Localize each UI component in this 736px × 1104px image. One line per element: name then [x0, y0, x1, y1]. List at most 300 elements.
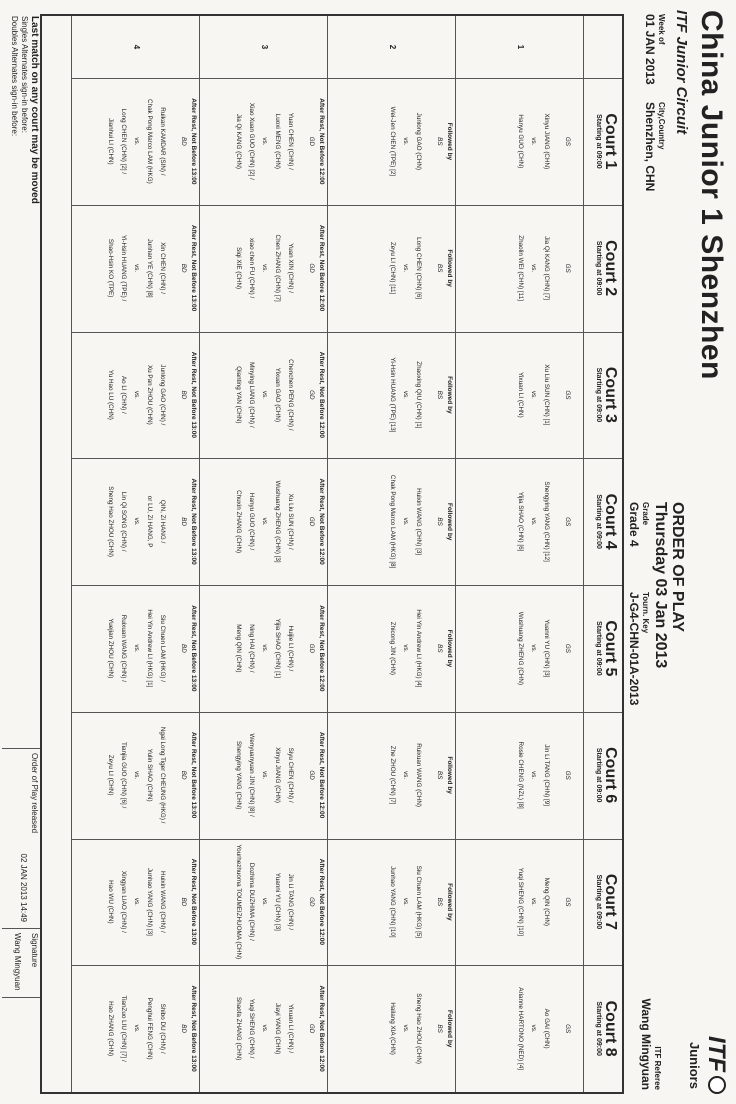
match-timing: Followed by — [446, 376, 453, 414]
match-timing: Followed by — [446, 1009, 453, 1048]
court-divider — [72, 458, 622, 459]
match-category: BD — [180, 1024, 187, 1033]
match-cell — [330, 587, 454, 710]
match-category: BD — [180, 644, 187, 653]
oop-title: ORDER OF PLAY — [669, 502, 686, 633]
player-name: Meng QIN (CHN) — [235, 624, 242, 673]
match-cell — [74, 460, 198, 583]
player-name: Chak Pong Marco LAM (HKG) [8] — [389, 474, 396, 569]
match-cell — [330, 334, 454, 457]
versus-label: vs. — [133, 390, 140, 399]
cell-spacer — [298, 587, 306, 710]
match-category: BD — [180, 770, 187, 780]
match-cell — [458, 207, 582, 330]
match-row-number: 4 — [132, 44, 141, 50]
cell-spacer — [298, 714, 306, 837]
court-start-time: Starting at 09:00 — [595, 1001, 602, 1056]
match-row-number: 3 — [260, 44, 269, 50]
grade-value: Grade 4 — [627, 502, 641, 547]
versus-label: vs. — [530, 264, 537, 273]
player-name: Zhicong JIN (CHN) — [389, 621, 396, 675]
versus-label: vs. — [261, 264, 268, 273]
tourn-key-value: J-G4-CHN-01A-2013 — [627, 592, 641, 706]
oop-date: Thursday 03 Jan 2013 — [652, 502, 669, 669]
versus-label: vs. — [133, 137, 140, 146]
player-name: Zeyu LI (CHN) — [107, 754, 114, 796]
player-name: Siqi XIE (CHN) — [235, 247, 242, 290]
match-cell — [74, 80, 198, 203]
cell-spacer — [426, 80, 434, 203]
player-name: Zhe ZHOU (CHN) [7] — [389, 745, 396, 805]
cell-spacer — [554, 80, 562, 203]
week-label: Week of — [657, 14, 666, 45]
referee-value: Wang Mingyuan — [639, 998, 653, 1090]
match-category: GS — [564, 643, 571, 653]
court-header — [595, 712, 619, 839]
player-name: Xu Liu SUN (CHN) / — [287, 493, 294, 550]
match-cell — [202, 207, 326, 330]
player-name: Junlong GAO (CHN) / — [159, 364, 166, 426]
court-header — [595, 78, 619, 205]
cell-spacer — [426, 207, 434, 330]
doubles-alternates-note: Doubles Alternates sign-in before: — [10, 16, 19, 137]
player-name: Dozhima DUZHIMA (CHN) / — [248, 862, 255, 941]
court-header — [595, 965, 619, 1092]
versus-label: vs. — [261, 390, 268, 399]
match-cell — [330, 80, 454, 203]
match-timing: After Rest, Not Before 12:00 — [318, 98, 325, 185]
versus-label: vs. — [261, 897, 268, 906]
player-name: Yourhezhuoma TOUMEIZHUOMA (CHN) — [235, 844, 242, 960]
match-cell — [202, 714, 326, 837]
player-name: Minying LIANG (CHN) / — [248, 362, 255, 428]
player-name: Yixuan GAO (CHN) — [274, 367, 281, 423]
match-timing: After Rest, Not Before 12:00 — [318, 605, 325, 692]
match-row-number: 2 — [388, 44, 397, 50]
player-name: Chuxin ZHANG (CHN) — [235, 490, 242, 554]
match-timing: After Rest, Not Before 12:00 — [318, 224, 325, 312]
court-name: Court 3 — [602, 366, 619, 423]
court-header — [595, 585, 619, 712]
versus-label: vs. — [530, 137, 537, 146]
match-timing — [572, 714, 582, 837]
match-cell — [458, 460, 582, 583]
match-timing: After Rest, Not Before 12:00 — [318, 858, 325, 946]
match-timing: After Rest, Not Before 12:00 — [318, 478, 325, 565]
match-category: GS — [564, 1024, 571, 1034]
court-start-time: Starting at 09:00 — [595, 114, 602, 169]
cell-spacer — [426, 714, 434, 837]
player-name: Siyu CHEN (CHN) / — [287, 747, 294, 803]
match-cell — [330, 714, 454, 837]
grade-block-inner — [627, 502, 650, 547]
court-name: Court 8 — [602, 1000, 619, 1057]
player-name: Shibo DU (CHN) / — [159, 1003, 166, 1054]
versus-label: vs. — [530, 771, 537, 780]
versus-label: vs. — [133, 771, 140, 780]
match-category: BD — [180, 897, 187, 907]
player-name: Yuqi SHENG (CHN) [10] — [517, 867, 524, 936]
match-cell — [202, 80, 326, 203]
match-timing — [572, 587, 582, 710]
match-timing: After Rest, Not Before 12:00 — [318, 985, 325, 1072]
match-category: GD — [308, 770, 315, 780]
court-divider — [72, 965, 622, 966]
player-name: Siu Chuen LAM (HKG) / — [159, 614, 166, 682]
match-category: GS — [564, 263, 571, 273]
release-box — [2, 748, 40, 928]
match-category: GD — [308, 390, 315, 400]
match-cell — [330, 460, 454, 583]
player-name: Shaofa ZHANG (CHN) — [235, 996, 242, 1061]
cell-spacer — [298, 841, 306, 964]
player-name: Yuejian ZHOU (CHN) — [107, 618, 114, 679]
court-name: Court 1 — [602, 113, 619, 170]
match-category: BS — [436, 137, 443, 146]
match-category: BD — [180, 137, 187, 146]
court-name: Court 2 — [602, 240, 619, 297]
match-cell — [458, 587, 582, 710]
player-name: Lin Qi SONG (CHN) / — [120, 491, 127, 552]
player-name: Rosie CHENG (NZL) [8] — [517, 741, 524, 809]
week-block — [643, 14, 666, 85]
player-name: Yijia SHAO (CHN) [1] — [274, 618, 281, 679]
match-cell — [74, 967, 198, 1090]
court-divider — [72, 712, 622, 713]
versus-label: vs. — [261, 644, 268, 653]
match-timing — [572, 967, 582, 1090]
player-name: Hei Yin Andrew LI (HKG) [1] — [146, 609, 153, 688]
player-name: Hei Yin Andrew LI (HKG) [4] — [415, 609, 422, 688]
cell-spacer — [554, 207, 562, 330]
match-timing: After Rest, Not Before 13:00 — [190, 478, 197, 565]
court-divider — [72, 332, 622, 333]
court-start-time: Starting at 09:00 — [595, 367, 602, 423]
player-name: Wenyuanyuan JIN (CHN) [8] / — [248, 733, 255, 817]
court-header — [595, 205, 619, 332]
player-name: Jia Qi KANG (CHN) — [235, 113, 242, 170]
row-divider — [71, 16, 72, 1092]
player-name: Long CHEN (CHN) [6] — [415, 237, 422, 300]
signature-box — [2, 928, 40, 998]
match-cell — [330, 967, 454, 1090]
tourn-key-label: Tourn. Key — [641, 592, 650, 634]
court-start-time: Starting at 09:00 — [595, 240, 602, 296]
player-name: xiao chen FU (CHN) / — [248, 238, 255, 299]
match-category: GS — [564, 897, 571, 907]
cell-spacer — [554, 460, 562, 583]
match-category: BS — [436, 390, 443, 400]
court-name: Court 5 — [602, 620, 619, 677]
match-cell — [202, 587, 326, 710]
court-header — [595, 839, 619, 966]
match-timing: Followed by — [446, 629, 453, 668]
versus-label: vs. — [530, 390, 537, 399]
cell-spacer — [554, 841, 562, 964]
match-category: BD — [180, 517, 187, 526]
versus-label: vs. — [402, 644, 409, 653]
player-name: Qianting YAN (CHN) — [235, 366, 242, 424]
order-of-play-heading — [652, 502, 686, 668]
match-category: BS — [436, 770, 443, 780]
player-name: Jin Li TANG (CHN) / — [287, 873, 294, 931]
match-cell — [458, 714, 582, 837]
match-timing: Followed by — [446, 756, 453, 794]
player-name: Shengying YANG (CHN) [12] — [543, 481, 550, 562]
versus-label: vs. — [133, 517, 140, 526]
itf-juniors-logo — [676, 1036, 730, 1092]
player-name: Luoxi MENG (CHN) — [274, 113, 281, 170]
match-category: BS — [436, 644, 443, 653]
player-name: Siu Chuen LAM (HKG) [5] — [415, 865, 422, 939]
player-name: Hanyu GUO (CHN) — [517, 114, 524, 169]
cell-spacer — [426, 841, 434, 964]
player-name: Chenchen PENG (CHN) / — [287, 359, 294, 431]
referee-label: ITF Referee — [653, 1046, 662, 1090]
player-name: Junhan YE (CHN) [8] — [146, 238, 153, 298]
released-value: 02 JAN 2013 14:49 — [19, 853, 28, 922]
row-divider — [455, 16, 456, 1092]
match-category: GD — [308, 1023, 315, 1034]
player-name: Hao WU (CHN) — [107, 880, 114, 924]
match-cell — [74, 334, 198, 457]
player-name: Yijia SHAO (CHN) [6] — [517, 491, 524, 552]
versus-label: vs. — [530, 1024, 537, 1033]
match-timing — [572, 80, 582, 203]
match-timing: After Rest, Not Before 13:00 — [190, 224, 197, 312]
city-label: City,Country — [657, 102, 666, 150]
cell-spacer — [170, 80, 178, 203]
tournament-title: China Junior 1 Shenzhen — [695, 10, 728, 380]
versus-label: vs. — [261, 771, 268, 780]
player-name: Ning HAI (CHN) / — [248, 624, 255, 673]
match-cell — [202, 841, 326, 964]
versus-label: vs. — [133, 264, 140, 273]
match-category: GS — [564, 136, 571, 146]
match-cell — [74, 714, 198, 837]
cell-spacer — [170, 207, 178, 330]
player-name: Long CHEN (CHN) [2] / — [120, 108, 127, 175]
match-cell — [74, 587, 198, 710]
player-name: Xin CHEN (CHN) / — [159, 242, 166, 295]
tourn-key-block — [627, 592, 650, 705]
cell-spacer — [426, 967, 434, 1090]
signature-label: Signature — [30, 933, 39, 968]
match-cell — [202, 967, 326, 1090]
player-name: Xinyu JIANG (CHN) — [543, 113, 550, 170]
match-cell — [74, 841, 198, 964]
row-number-divider — [72, 78, 622, 79]
match-timing: After Rest, Not Before 13:00 — [190, 985, 197, 1072]
cell-spacer — [170, 967, 178, 1090]
court-start-time: Starting at 09:00 — [595, 874, 602, 930]
court-divider — [72, 585, 622, 586]
tennis-ball-icon — [708, 1076, 726, 1094]
player-name: Junlong GAO (CHN) — [415, 112, 422, 171]
circuit-name: ITF Junior Circuit — [673, 10, 690, 135]
player-name: Chen ZHANG (CHN) [7] — [274, 234, 281, 302]
header-divider — [583, 16, 584, 1092]
player-name: Sheng Hao ZHOU (CHN) — [415, 993, 422, 1064]
last-match-note: Last match on any court may be moved — [29, 16, 40, 204]
player-name: Huixin WANG (CHN) [3] — [415, 488, 422, 556]
match-timing: After Rest, Not Before 13:00 — [190, 731, 197, 819]
versus-label: vs. — [402, 771, 409, 780]
player-name: Zhaolin WEI (CHN) [11] — [517, 235, 524, 301]
versus-label: vs. — [261, 517, 268, 526]
versus-label: vs. — [402, 390, 409, 399]
cell-spacer — [170, 841, 178, 964]
cell-spacer — [170, 714, 178, 837]
versus-label: vs. — [261, 1024, 268, 1033]
player-name: Yuan XIN (CHN) / — [287, 243, 294, 293]
match-category: GS — [564, 517, 571, 527]
cell-spacer — [298, 334, 306, 457]
player-name: Sheng Hao ZHOU (CHN) — [107, 486, 114, 557]
match-cell — [458, 80, 582, 203]
versus-label: vs. — [530, 644, 537, 653]
player-name: Ngai Long Tiger CHEUNG (HKG) / — [159, 726, 166, 824]
referee-block — [639, 990, 662, 1090]
row-divider — [327, 16, 328, 1092]
versus-label: vs. — [402, 1024, 409, 1033]
player-name: Jianhui LI (CHN) — [107, 118, 114, 165]
player-name: Zeyu LI (CHN) [11] — [389, 241, 396, 295]
match-category: GD — [308, 136, 315, 147]
player-name: Yixuan LI (CHN) / — [287, 1004, 294, 1054]
match-timing: Followed by — [446, 883, 453, 921]
week-value: 01 JAN 2013 — [643, 14, 657, 85]
player-name: Hao ZHANG (CHN) — [107, 1001, 114, 1057]
match-cell — [330, 841, 454, 964]
cell-spacer — [298, 967, 306, 1090]
match-cell — [458, 334, 582, 457]
player-name: Ao LI (CHN) / — [120, 375, 127, 414]
versus-label: vs. — [402, 897, 409, 906]
match-cell — [458, 967, 582, 1090]
released-label: Order of Play released — [30, 753, 39, 834]
court-start-time: Starting at 09:00 — [595, 621, 602, 676]
match-timing: After Rest, Not Before 13:00 — [190, 605, 197, 692]
cell-spacer — [298, 80, 306, 203]
versus-label: vs. — [530, 897, 537, 906]
match-timing: After Rest, Not Before 13:00 — [190, 98, 197, 185]
match-timing: After Rest, Not Before 13:00 — [190, 351, 197, 439]
match-timing — [572, 841, 582, 964]
cell-spacer — [170, 460, 178, 583]
city-value: Shenzhen, CHN — [643, 102, 657, 192]
match-timing — [572, 207, 582, 330]
footer-notes — [9, 16, 39, 204]
player-name: Ruikan KAMDAR (SIN) / — [159, 107, 166, 176]
player-name: Xingyan LIAO (CHN) / — [120, 870, 127, 933]
match-category: BS — [436, 1024, 443, 1033]
city-block — [643, 102, 666, 191]
cell-spacer — [426, 587, 434, 710]
match-category: GD — [308, 263, 315, 273]
cell-spacer — [170, 334, 178, 457]
player-name: Xu Liu SUN (CHN) [1] — [543, 364, 550, 426]
player-name: Ruixuan WANG (CHN) — [415, 743, 422, 808]
player-name: Ao GAI (CHN) — [543, 1008, 550, 1049]
court-start-time: Starting at 09:00 — [595, 494, 602, 549]
player-name: Huijie LI (CHN) / — [287, 625, 294, 672]
player-name: Shengying YANG (CHN) — [235, 740, 242, 810]
match-cell — [202, 334, 326, 457]
cell-spacer — [554, 967, 562, 1090]
versus-label: vs. — [133, 644, 140, 653]
match-timing: Followed by — [446, 502, 453, 541]
player-name: Chak Pong Marco LAM (HKG) — [146, 99, 153, 184]
match-timing: Followed by — [446, 249, 453, 287]
player-name: Zhaoxing QIU (CHN) [1] — [415, 361, 422, 429]
player-name: Yuanni YU (CHN) [3] — [274, 872, 281, 931]
match-timing: Followed by — [446, 122, 453, 161]
player-name: Jiayi YANG (CHN) — [274, 1003, 281, 1055]
cell-spacer — [554, 714, 562, 837]
player-name: Junhao YANG (CHN) [10] — [389, 866, 396, 938]
player-name: Yi-Hsin HUANG (TPE) / — [120, 235, 127, 302]
player-name: Huixin WANG (CHN) / — [159, 871, 166, 933]
match-timing: After Rest, Not Before 13:00 — [190, 858, 197, 946]
player-name: Yu Hao LU (CHN) — [107, 369, 114, 420]
match-timing: After Rest, Not Before 12:00 — [318, 351, 325, 439]
player-name: Xu Pan ZHOU (CHN) — [146, 364, 153, 425]
player-name: Hanyu GUO (CHN) / — [248, 492, 255, 551]
player-name: Yuanni YU (CHN) [3] — [543, 619, 550, 678]
cell-spacer — [426, 334, 434, 457]
player-name: Jin Li TANG (CHN) [9] — [543, 744, 550, 806]
cell-spacer — [554, 334, 562, 457]
match-category: BD — [180, 390, 187, 400]
match-cell — [330, 207, 454, 330]
match-category: BS — [436, 897, 443, 907]
cell-spacer — [426, 460, 434, 583]
player-name: Wushuang ZHENG (CHN) [3] — [274, 480, 281, 563]
match-category: GD — [308, 897, 315, 907]
cell-spacer — [298, 207, 306, 330]
cell-spacer — [170, 587, 178, 710]
versus-label: vs. — [133, 897, 140, 906]
match-timing: After Rest, Not Before 12:00 — [318, 731, 325, 819]
player-name: Yulin SHAO (CHN) — [146, 748, 153, 802]
match-row-number: 1 — [516, 44, 525, 50]
singles-alternates-note: Singles Alternates sign-in before: — [20, 16, 29, 133]
player-name: Meng QIN (CHN) — [543, 877, 550, 927]
court-name: Court 7 — [602, 873, 619, 930]
player-name: Xiao Xuan GUO (CHN) [2] / — [248, 102, 255, 180]
match-timing — [572, 460, 582, 583]
match-category: GD — [308, 516, 315, 527]
versus-label: vs. — [133, 1024, 140, 1033]
match-timing — [572, 334, 582, 457]
match-category: GS — [564, 390, 571, 400]
match-cell — [74, 207, 198, 330]
court-name: Court 6 — [602, 747, 619, 804]
player-name: Jia Qi KANG (CHN) [7] — [543, 236, 550, 301]
player-name: Penghui FENG (CHN) — [146, 997, 153, 1060]
court-divider — [72, 205, 622, 206]
player-name: Yi-Hsin HUANG (TPE) [13] — [389, 357, 396, 433]
logo-subtext: Juniors — [687, 1042, 702, 1089]
versus-label: vs. — [402, 137, 409, 146]
court-divider — [72, 839, 622, 840]
player-name: Wushuang ZHENG (CHN) — [517, 611, 524, 686]
match-category: GS — [564, 770, 571, 780]
player-name: Hailang XIA (CHN) — [389, 1002, 396, 1055]
player-name: Shao-Hsin KO (TPE) — [107, 238, 114, 298]
match-cell — [202, 460, 326, 583]
